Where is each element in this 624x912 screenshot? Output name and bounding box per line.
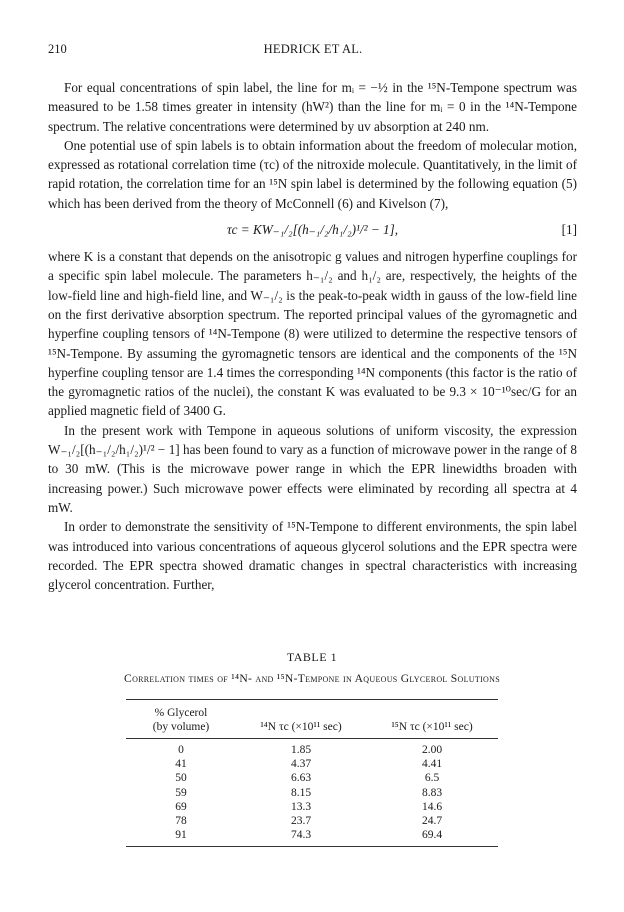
table-row: 59 8.15 8.83 [175, 786, 443, 799]
table-row: 41 4.37 4.41 [175, 758, 443, 771]
table-row: 69 13.3 14.6 [175, 800, 443, 813]
running-title: HEDRICK ET AL. [263, 42, 363, 56]
header-glycerol: % Glycerol (by volume) [152, 707, 210, 733]
page-number: 210 [48, 42, 67, 56]
header-15n-tau: ¹⁵N τc (×10¹¹ sec) [391, 721, 473, 733]
table-caption: Correlation times of ¹⁴N- and ¹⁵N-Tempone in Aqueous Glycerol Solutions [124, 672, 500, 685]
page-header [48, 42, 578, 58]
paragraph-4: In the present work with Tempone in aqueous solutions of uniform viscosity, the expression W₋₁/₂[(h₋₁/₂/h₁/₂)¹/² − 1] has been found to vary as a function of microwave power in the range of 8 to 30 mW. (This is the microwave power range in which the EPR linewidths broaden with increasing power.) Such microwave power effects were eliminated by recording all spectra at 4 mW. [48, 422, 577, 515]
equation-number: [1] [561, 222, 577, 238]
body-text [48, 78, 577, 594]
paragraph-5: In order to demonstrate the sensitivity of ¹⁵N-Tempone to different environments, the spin label was introduced into various concentrations of aqueous glycerol solutions and the EPR spectra were recorded. The EPR spectra showed dramatic changes in spectral characteristics with increasing glycerol concentration. Further, [48, 519, 577, 593]
paragraph-1: For equal concentrations of spin label, the line for mᵢ = −½ in the ¹⁵N-Tempone spectrum was measured to be 1.58 times greater in intensity (hW²) than the line for mᵢ = 0 in the ¹⁴N-Tempone spectrum. The relative concentrations were determined by uv absorption at 240 nm. [48, 80, 577, 134]
table-row: 0 1.85 2.00 [178, 744, 443, 756]
table-header-row [126, 700, 498, 739]
table-1 [112, 650, 512, 847]
correlation-times-table [126, 699, 498, 847]
header-14n-tau: ¹⁴N τc (×10¹¹ sec) [260, 721, 342, 733]
paragraph-2: One potential use of spin labels is to obtain information about the freedom of molecular motion, expressed as rotational correlation time (τc) of the nitroxide molecule. Quantitatively, in the limit of rapid rotation, the correlation time for an ¹⁵N spin label is determined by the following equation (5) which has been derived from the theory of McConnell (6) and Kivelson (7), [48, 137, 577, 211]
paragraph-3: where K is a constant that depends on the anisotropic g values and nitrogen hyperfine couplings for a specific spin label molecule. The parameters h₋₁/₂ and h₁/₂ are, respectively, the heights of the low-field line and high-field line, and W₋₁/₂ is the peak-to-peak width in gauss of the low-field line on the first derivative absorption spectrum. The reported principal values of the gyromagnetic and hyperfine coupling tensors of ¹⁴N-Tempone (8) were utilized to determine the respective tensors of ¹⁵N-Tempone. By assuming the gyromagnetic tensors are identical and the components of the ¹⁵N hyperfine coupling tensor are 1.4 times the corresponding ¹⁴N components (this factor is the ratio of the gyromagnetic ratios of the nuclei), the constant K was evaluated to be 9.3 × 10⁻¹⁰sec/G for an applied magnetic field of 3400 G. [48, 249, 577, 419]
table-label: TABLE 1 [286, 650, 338, 664]
equation-formula: τc = KW₋₁/₂[(h₋₁/₂/h₁/₂)¹/² − 1], [226, 222, 399, 238]
table-row: 50 6.63 6.5 [175, 772, 440, 785]
equation-1 [48, 213, 577, 247]
table-row: 91 74.3 69.4 [175, 829, 443, 842]
table-row: 78 23.7 24.7 [175, 815, 443, 828]
